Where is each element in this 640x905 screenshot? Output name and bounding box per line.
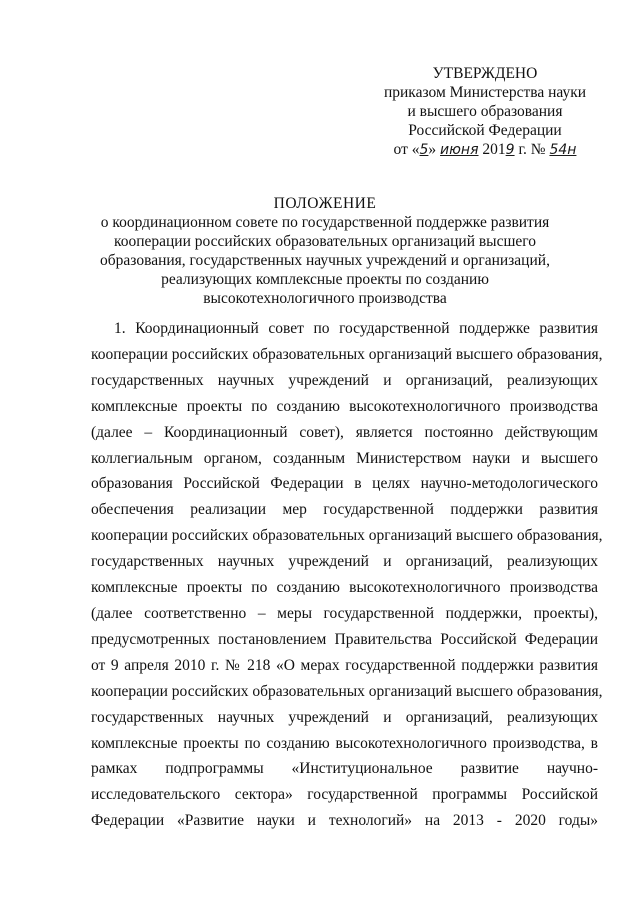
approval-date-line <box>370 140 600 160</box>
paragraph-line: (далее соответственно – меры государственной поддержки, проекты), <box>91 604 598 622</box>
paragraph-line: государственных научных учреждений и организаций, реализующих <box>91 553 598 571</box>
paragraph-line: коллегиальным органом, созданным Министерством науки и высшего <box>91 449 598 467</box>
paragraph-line: рамках подпрограммы «Институциональное развитие научно- <box>91 760 598 778</box>
date-day-handwritten: 5 <box>419 142 429 158</box>
approval-title: УТВЕРЖДЕНО <box>432 65 538 82</box>
body-paragraph <box>91 316 603 834</box>
paragraph-line: комплексные проекты по созданию высокотехнологичного производства <box>91 579 598 597</box>
paragraph-line: (далее – Координационный совет), является постоянно действующим <box>91 423 598 441</box>
paragraph-line: кооперации российских образовательных организаций высшего образования, <box>91 345 603 363</box>
date-suffix: г. № <box>514 141 550 158</box>
date-year-digit-handwritten: 9 <box>505 142 515 158</box>
date-mid: » <box>428 141 441 158</box>
document-heading <box>60 194 590 308</box>
paragraph-line: комплексные проекты по созданию высокотехнологичного производства, в <box>91 734 598 752</box>
paragraph-line: предусмотренных постановлением Правительства Российской Федерации <box>91 630 598 648</box>
paragraph-line: комплексные проекты по созданию высокотехнологичного производства <box>91 397 598 415</box>
approval-line-1: приказом Министерства науки <box>383 84 587 101</box>
subtitle-line: реализующих комплексные проекты по созданию <box>161 271 489 288</box>
date-prefix: от « <box>393 141 420 158</box>
paragraph-line: обеспечения реализации мер государственной поддержки развития <box>91 501 598 519</box>
paragraph-line: 1. Координационный совет по государственной поддержке развития <box>114 320 598 337</box>
approval-block <box>370 64 600 160</box>
paragraph-line: от 9 апреля 2010 г. № 218 «О мерах государственной поддержки развития <box>91 656 598 674</box>
approval-line-2: и высшего образования <box>407 103 563 120</box>
subtitle-line: кооперации российских образовательных организаций высшего <box>113 233 537 250</box>
paragraph-line: образования Российской Федерации в целях научно-методологического <box>91 475 598 493</box>
approval-line-3: Российской Федерации <box>408 122 562 139</box>
paragraph-line: Федерации «Развитие науки и технологий» на 2013 - 2020 годы» <box>91 812 598 830</box>
paragraph-line: кооперации российских образовательных организаций высшего образования, <box>91 527 603 545</box>
document-title: ПОЛОЖЕНИЕ <box>273 195 377 212</box>
date-year-prefix: 201 <box>478 141 506 158</box>
subtitle-line: о координационном совете по государственной поддержке развития <box>100 214 550 231</box>
paragraph-line: исследовательского сектора» государственной программы Российской <box>91 786 598 804</box>
order-number-handwritten: 54н <box>549 142 577 158</box>
subtitle-line: высокотехнологичного производства <box>203 290 447 307</box>
subtitle-line: образования, государственных научных учреждений и организаций, <box>100 252 550 269</box>
paragraph-line: государственных научных учреждений и организаций, реализующих <box>91 371 598 389</box>
paragraph-line: государственных научных учреждений и организаций, реализующих <box>91 708 598 726</box>
date-month-handwritten: июня <box>440 142 479 158</box>
paragraph-line: кооперации российских образовательных организаций высшего образования, <box>91 682 603 700</box>
